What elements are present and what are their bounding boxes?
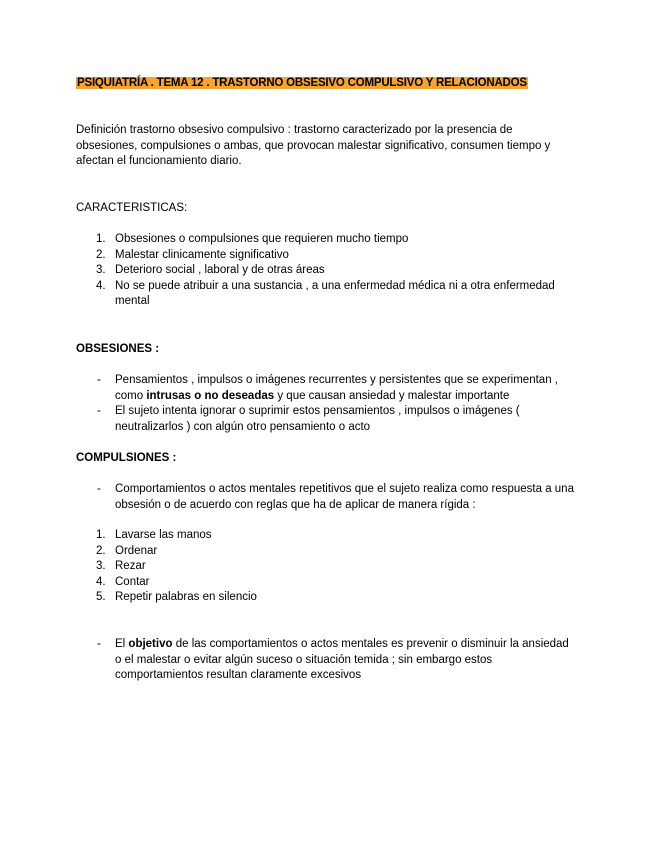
list-item: - Pensamientos , impulsos o imágenes recurrentes y persistentes que se experimentan , como intrusas o no deseadas y que causan ansiedad y malestar importante [97, 374, 558, 402]
caracteristicas-list [76, 232, 576, 310]
list-item: - Comportamientos o actos mentales repetitivos que el sujeto realiza como respuesta a una obsesión o de acuerdo con reglas que ha de aplicar de manera rígida : [97, 483, 574, 511]
list-item: 4. No se puede atribuir a una sustancia , a una enfermedad médica ni a otra enfermedad mental [96, 279, 555, 308]
list-item: 3. Deterioro social , laboral y de otras áreas [96, 264, 325, 277]
obsesiones-list [76, 373, 576, 435]
compulsiones-heading: COMPULSIONES : [76, 452, 177, 464]
title-highlight: PSIQUIATRÍA . TEMA 12 . TRASTORNO OBSESIVO COMPULSIVO Y RELACIONADOS [77, 77, 527, 89]
list-item: 3. Rezar [96, 560, 146, 573]
document-title [76, 76, 528, 91]
list-item: 2. Malestar clinicamente significativo [96, 248, 289, 261]
compulsiones-desc-list [76, 482, 576, 513]
definition-paragraph: Definición trastorno obsesivo compulsivo : trastorno caracterizado por la presencia de obsesiones, compulsiones o ambas, que provocan malestar significativo, consumen tiempo y afectan el funcionamiento diario. [76, 124, 551, 168]
list-item: - El objetivo de las comportamientos o actos mentales es prevenir o disminuir la ansiedad o el malestar o evitar algún suceso o situación temida ; sin embargo estos comportamientos resultan claramente excesivos [97, 638, 569, 682]
compulsiones-examples-list [76, 528, 576, 606]
list-item: 5. Repetir palabras en silencio [96, 591, 257, 604]
list-item: - El sujeto intenta ignorar o suprimir estos pensamientos , impulsos o imágenes ( neutralizarlos ) con algún otro pensamiento o acto [97, 405, 520, 433]
list-item: 2. Ordenar [96, 544, 158, 557]
list-item: 1. Obsesiones o compulsiones que requieren mucho tiempo [96, 233, 409, 245]
caracteristicas-heading: CARACTERISTICAS: [76, 202, 188, 214]
list-item: 4. Contar [96, 575, 150, 588]
list-item: 1. Lavarse las manos [96, 529, 212, 541]
obsesiones-heading: OBSESIONES : [76, 343, 160, 355]
objetivo-list [76, 637, 576, 684]
